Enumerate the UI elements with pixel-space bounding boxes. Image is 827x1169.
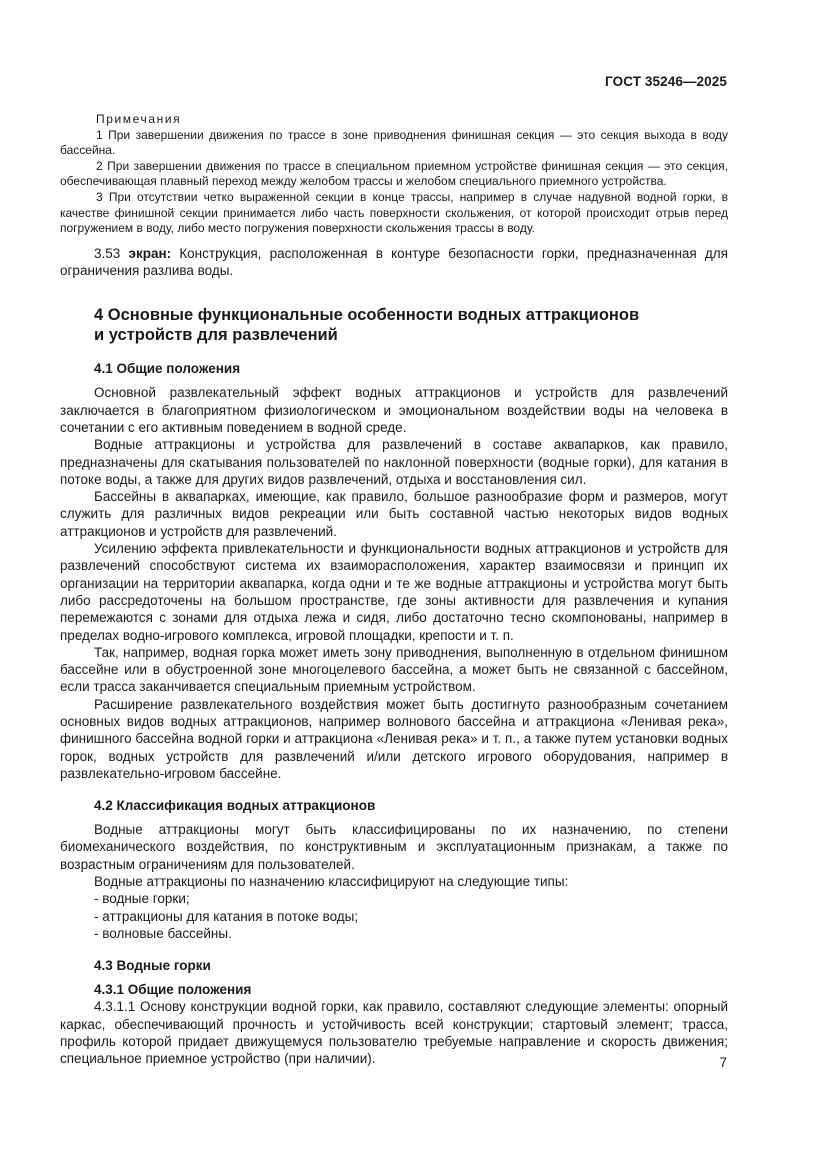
paragraph-4-3-1-1: 4.3.1.1 Основу конструкции водной горки, как правило, составляют следующие элементы: опорный каркас, обеспечивающий прочность и устойчивость всей конструкции; стартовый элемент; трасса, профиль которой придает движущемуся пользователю требуемые направление и скорость движения; специальное приемное устройство (при наличии). xyxy=(60,999,728,1067)
list-item-water-slides: - водные горки; xyxy=(94,891,190,907)
section-4-1-heading: 4.1 Общие положения xyxy=(94,361,241,377)
term-number: 3.53 xyxy=(94,245,121,261)
section-4-2-heading: 4.2 Классификация водных аттракционов xyxy=(94,798,376,814)
paragraph-4-1-4: Усилению эффекта привлекательности и функциональности водных аттракционов и устройств для развлечений способствуют система их взаиморасположения, характер взаимосвязи и принцип их организации на территории аквапарка, когда одни и те же водные аттракционы и устройства могут быть либо рассредоточены на большом пространстве, где зоны активности для развлечения и купания перемежаются с зонами для отдыха лежа и сидя, либо достаточно тесно скомпонованы, например в пределах водно-игрового комплекса, игровой площадки, крепости и т. п. xyxy=(60,541,728,643)
page-content xyxy=(60,112,728,1067)
section-4-heading xyxy=(94,305,728,345)
section-4-title-line-2: и устройств для развлечений xyxy=(94,326,338,345)
notes-block xyxy=(60,112,728,237)
paragraph-4-1-6: Расширение развлекательного воздействия может быть достигнуто разнообразным сочетанием основных видов водных аттракционов, например волнового бассейна и аттракциона «Ленивая река», финишного бассейна водной горки и аттракциона «Ленивая река» и т. п., а также путем установки водных горок, водных устройств для развлечений и/или детского игрового оборудования, например в развлекательно-игровом бассейне. xyxy=(60,696,728,781)
document-code: ГОСТ 35246—2025 xyxy=(605,74,727,89)
paragraph-4-2-2: Водные аттракционы по назначению классифицируют на следующие типы: xyxy=(94,874,569,890)
notes-title: Примечания xyxy=(96,112,182,126)
section-4-3-1-heading: 4.3.1 Общие положения xyxy=(94,982,252,998)
note-2: 2 При завершении движения по трассе в специальном приемном устройстве финишная секция — это секция, обеспечивающая плавный переход между желобом трассы и желобом специального приемного устройства. xyxy=(60,158,728,189)
section-4-3-heading: 4.3 Водные горки xyxy=(94,958,211,974)
paragraph-4-1-2: Водные аттракционы и устройства для развлечений в составе аквапарков, как правило, предназначены для скатывания пользователей по наклонной поверхности (водные горки), для катания в потоке воды, а также для других видов развлечений, отдыха и восстановления сил. xyxy=(60,437,728,487)
page-number: 7 xyxy=(719,1055,727,1070)
section-4-title-line-1: 4 Основные функциональные особенности водных аттракционов xyxy=(94,306,640,325)
paragraph-4-1-5: Так, например, водная горка может иметь зону приводнения, выполненную в отдельном финишном бассейне или в обустроенной зоне многоцелевого бассейна, а может быть не связанной с бассейном, если трасса заканчивается специальным приемным устройством. xyxy=(60,644,728,695)
list-item-wave-pools: - волновые бассейны. xyxy=(94,925,232,941)
term-name: экран: xyxy=(128,245,172,261)
paragraph-4-2-1: Водные аттракционы могут быть классифицированы по их назначению, по степени биомеханического воздействия, по конструктивным и эксплуатационным признакам, а также по возрастным ограничениям для пользователей. xyxy=(60,822,728,872)
paragraph-4-1-3: Бассейны в аквапарках, имеющие, как правило, большое разнообразие форм и размеров, могут служить для различных видов рекреации или быть составной частью некоторых видов водных аттракционов и устройств для развлечений. xyxy=(60,489,728,539)
term-3-53 xyxy=(60,245,728,280)
term-definition: Конструкция, расположенная в контуре безопасности горки, предназначенная для ограничения разлива воды. xyxy=(60,245,728,279)
note-3: 3 При отсутствии четко выраженной секции в конце трассы, например в случае надувной водной горки, в качестве финишной секции принимается либо часть поверхности скольжения, от которой происходит отрыв перед погружением в воду, либо место погружения поверхности скольжения трассы в воду. xyxy=(60,189,728,236)
paragraph-4-1-1: Основной развлекательный эффект водных аттракционов и устройств для развлечений заключается в благоприятном физиологическом и эмоциональном воздействии воды на человека в сочетании с его активным поведением в водной среде. xyxy=(60,385,728,435)
list-item-flow-rides: - аттракционы для катания в потоке воды; xyxy=(94,908,359,924)
note-1: 1 При завершении движения по трассе в зоне приводнения финишная секция — это секция выхода в воду бассейна. xyxy=(60,127,728,158)
